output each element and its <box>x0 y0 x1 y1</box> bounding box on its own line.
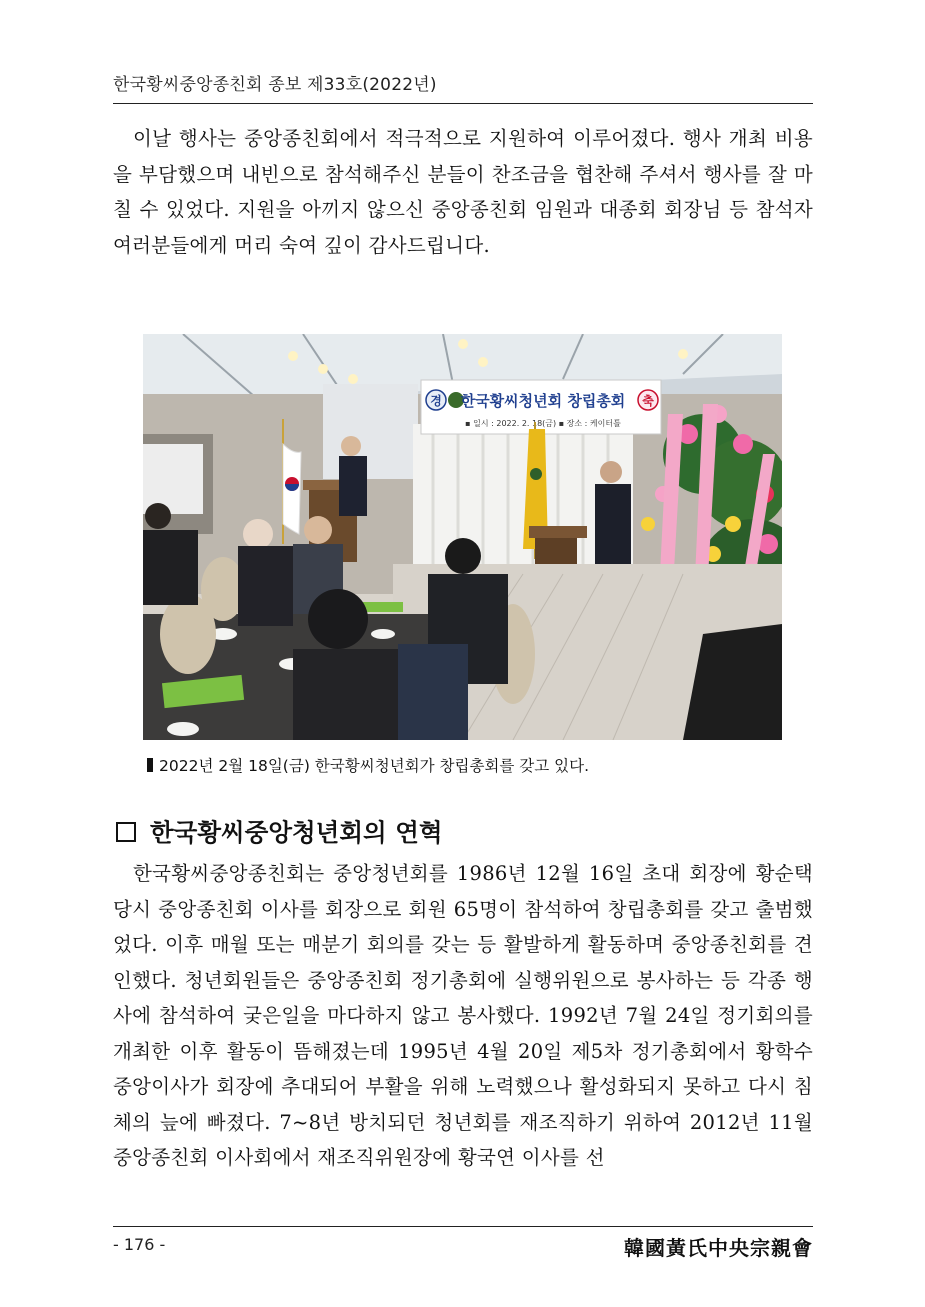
footer-divider <box>113 1226 813 1227</box>
banner-subtitle: ▪ 일시 : 2022. 2. 18(금) ▪ 장소 : 케이터틀 <box>465 419 621 428</box>
running-header: 한국황씨중앙종친회 종보 제33호(2022년) <box>113 75 437 95</box>
photo-caption <box>147 754 787 776</box>
photo-caption-text: 2022년 2월 18일(금) 한국황씨청년회가 창립총회를 갖고 있다. <box>159 757 590 775</box>
checkbox-square-icon <box>116 822 136 842</box>
organization-name: 韓國黃氏中央宗親會 <box>624 1236 813 1260</box>
section-heading <box>116 814 816 849</box>
header-divider <box>113 103 813 104</box>
page-number: - 176 - <box>113 1235 166 1254</box>
paragraph-1: 이날 행사는 중앙종친회에서 적극적으로 지원하여 이루어졌다. 행사 개최 비용을 부담했으며 내빈으로 참석해주신 분들이 찬조금을 협찬해 주셔서 행사를 잘 마칠 수 있었다. 지원을 아끼지 않으신 중앙종친회 임원과 대종회 회장님 등 참석자 여러분들에게 머리 숙여 깊이 감사드립니다. <box>113 127 813 257</box>
paragraph-2: 한국황씨중앙종친회는 중앙청년회를 1986년 12월 16일 초대 회장에 황순택 당시 중앙종친회 이사를 회장으로 회원 65명이 참석하여 창립총회를 갖고 출범했었다. 이후 매월 또는 매분기 회의를 갖는 등 활발하게 활동하며 중앙종친회를 견인했다. 청년회원들은 중앙종친회 정기총회에 실행위원으로 봉사하는 등 각종 행사에 참석하여 궂은일을 마다하지 않고 봉사했다. 1992년 7월 24일 정기회의를 개최한 이후 활동이 뜸해졌는데 1995년 4월 20일 제5차 정기총회에서 황학수 중앙이사가 회장에 추대되어 부활을 위해 노력했으나 활성화되지 못하고 다시 침체의 늪에 빠졌다. 7~8년 방치되던 청년회를 재조직하기 위하여 2012년 11월 중앙종친회 이사회에서 재조직위원장에 황국연 이사를 선 <box>113 862 813 1169</box>
bullet-square-icon <box>147 758 153 772</box>
banner-title: 한국황씨청년회 창립총회 <box>460 392 626 410</box>
banner-left-badge: 경 <box>430 394 442 408</box>
event-photo <box>143 334 782 740</box>
section-title: 한국황씨중앙청년회의 연혁 <box>150 818 443 847</box>
banner-right-badge: 축 <box>642 394 654 408</box>
